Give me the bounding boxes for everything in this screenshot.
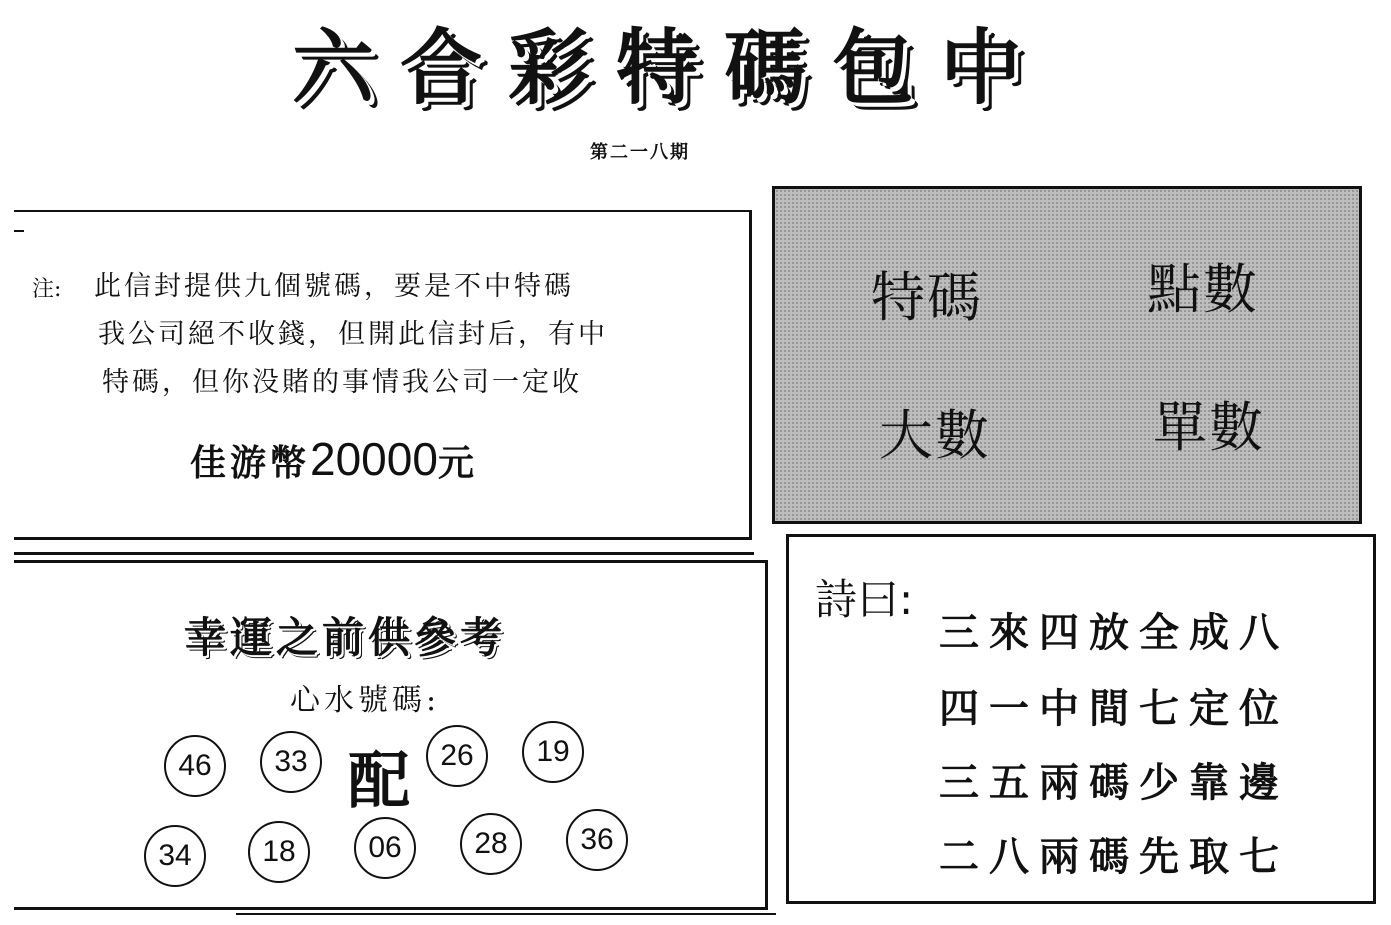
number-ball: 18 xyxy=(248,821,310,883)
poem-line-3: 三五兩碼少靠邊 xyxy=(939,759,1289,806)
prize-amount: 20000 xyxy=(310,433,438,485)
number-ball: 33 xyxy=(260,731,322,793)
category-odd: 單數 xyxy=(1153,396,1265,459)
notice-line-1: 此信封提供九個號碼，要是不中特碼 xyxy=(94,271,574,302)
notice-label: 注: xyxy=(32,277,62,302)
lucky-panel xyxy=(14,560,768,910)
prize-text xyxy=(190,432,478,486)
poem-line-4: 二八兩碼先取七 xyxy=(939,833,1289,880)
page-title: 六合彩特碼包中 xyxy=(291,20,1048,116)
number-ball: 26 xyxy=(426,725,488,787)
poem-line-1: 三來四放全成八 xyxy=(939,609,1289,656)
issue-number: 第二一八期 xyxy=(590,142,690,163)
lucky-subtitle: 心水號碼: xyxy=(290,683,441,718)
category-big: 大數 xyxy=(879,404,991,467)
lucky-title: 幸運之前供參考 xyxy=(184,613,507,662)
pair-label: 配 xyxy=(348,744,411,817)
divider-middle xyxy=(14,552,754,555)
category-points: 點數 xyxy=(1147,258,1259,321)
notice-line-3: 特碼，但你没賭的事情我公司一定收 xyxy=(102,367,582,398)
divider-bottom xyxy=(236,913,776,915)
poem-panel xyxy=(786,534,1376,904)
poem-line-2: 四一中間七定位 xyxy=(939,685,1289,732)
number-ball: 36 xyxy=(566,809,628,871)
prize-label: 佳游幣 xyxy=(190,442,311,484)
notice-line-2: 我公司絕不收錢，但開此信封后，有中 xyxy=(98,319,608,350)
number-ball: 06 xyxy=(354,817,416,879)
number-ball: 46 xyxy=(164,735,226,797)
poem-label: 詩曰: xyxy=(815,575,914,624)
category-special-number: 特碼 xyxy=(871,266,983,329)
number-ball: 28 xyxy=(460,813,522,875)
number-ball: 19 xyxy=(522,721,584,783)
category-panel xyxy=(772,186,1362,524)
number-ball: 34 xyxy=(144,825,206,887)
prize-unit: 元 xyxy=(437,442,478,484)
notice-panel xyxy=(14,210,752,540)
